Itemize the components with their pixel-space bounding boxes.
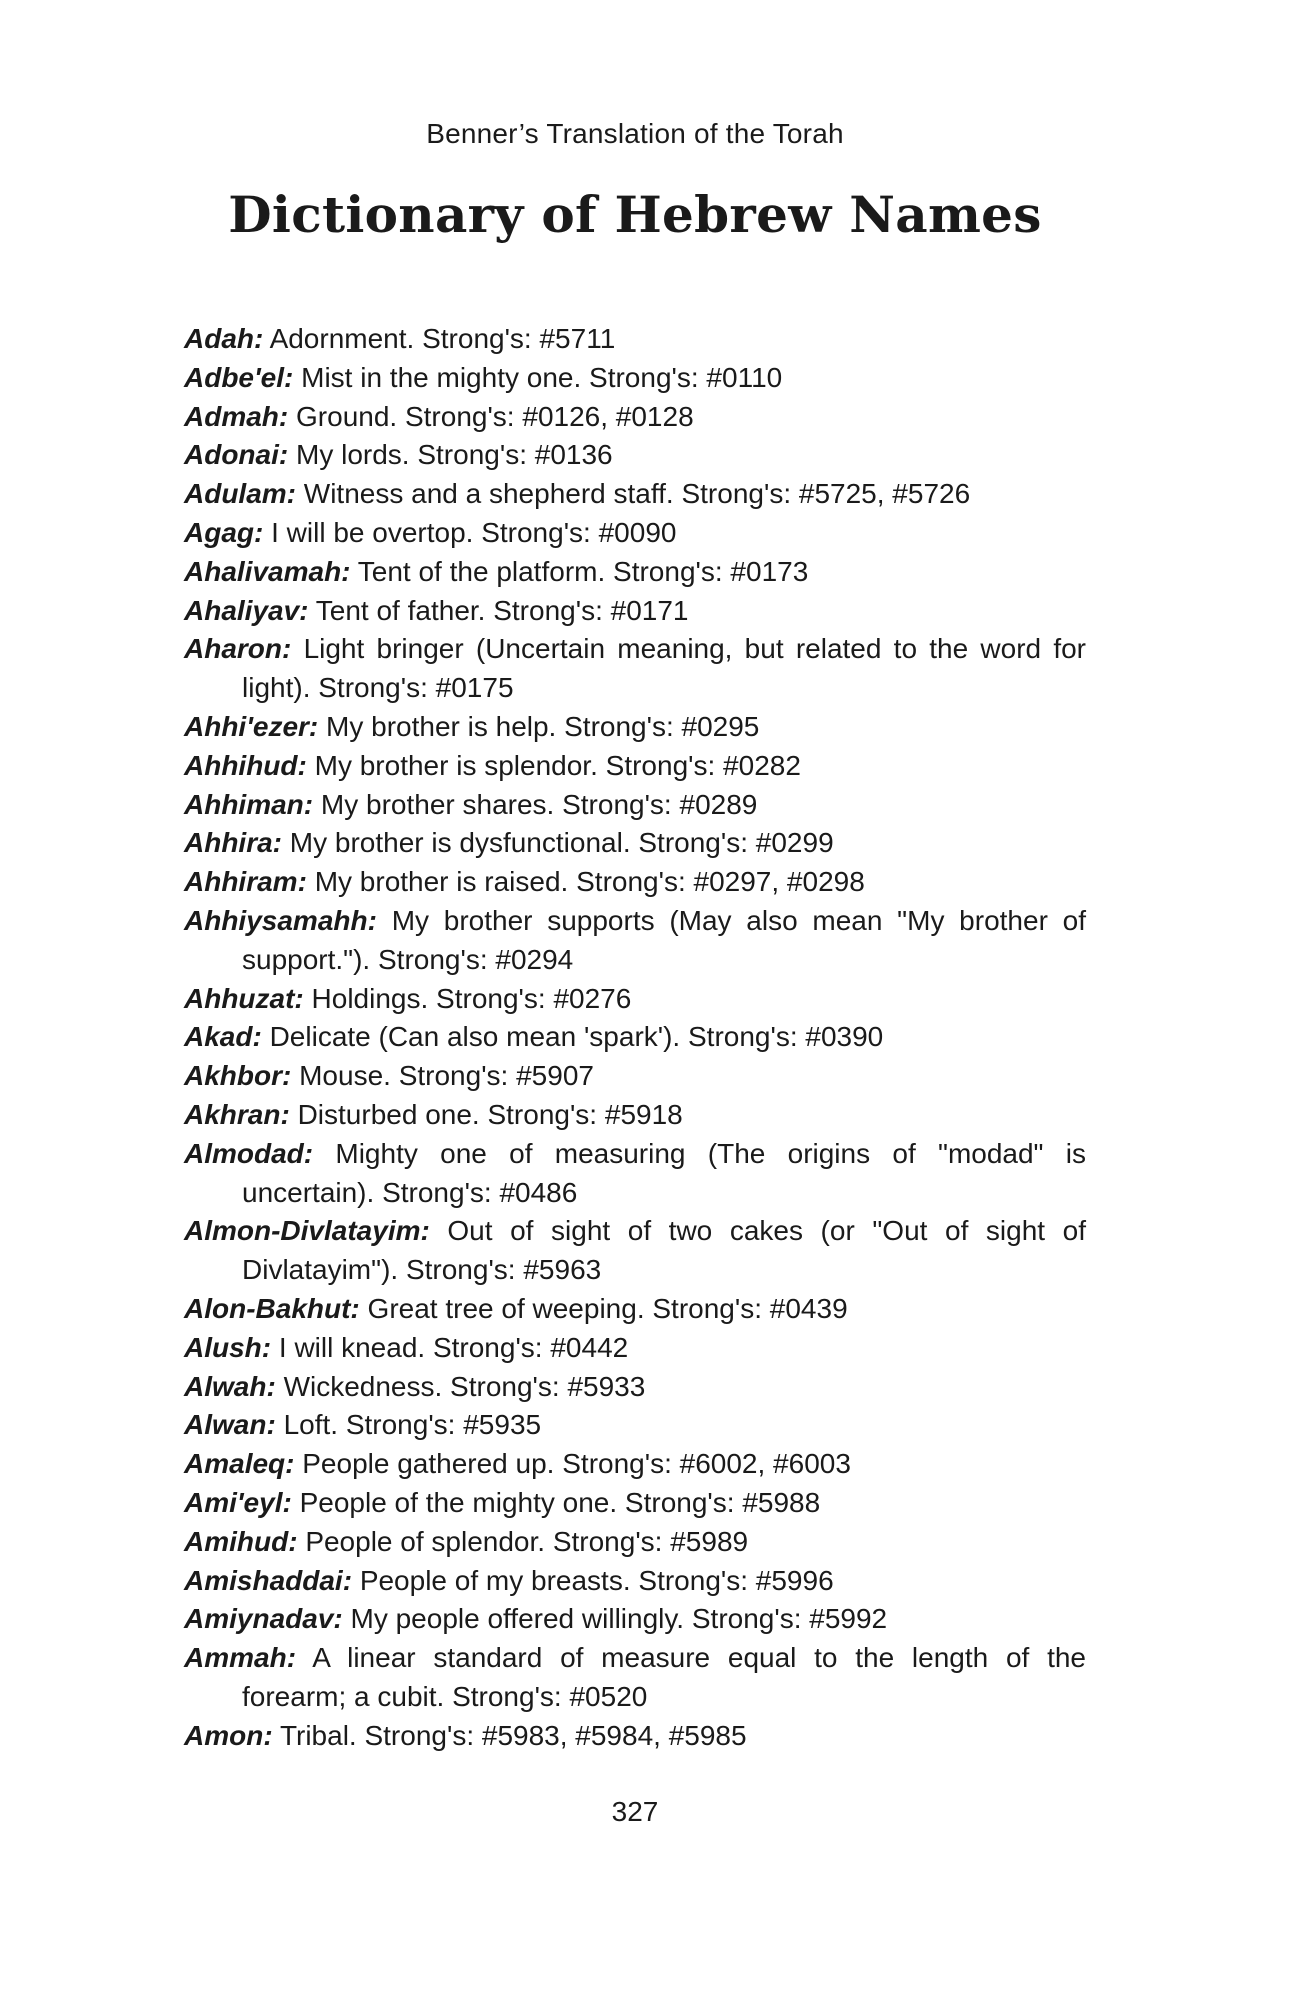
entry-term: Alwan: (184, 1409, 276, 1441)
entry-term: Adonai: (184, 439, 289, 471)
entry-term: Ammah: (184, 1642, 297, 1674)
entry-definition: Great tree of weeping. Strong's: #0439 (367, 1292, 848, 1324)
entry-definition: People of my breasts. Strong's: #5996 (359, 1564, 834, 1596)
entry-term: Amishaddai: (184, 1564, 353, 1596)
entry-definition: Mist in the mighty one. Strong's: #0110 (301, 361, 783, 393)
dictionary-entry (184, 592, 1086, 631)
dictionary-entry (184, 863, 1086, 902)
entry-definition: Mighty one of measuring (The origins of "modad" is uncertain). Strong's: #0486 (242, 1137, 1086, 1208)
entry-term: Almodad: (184, 1137, 314, 1169)
entry-definition: People gathered up. Strong's: #6002, #6003 (302, 1448, 851, 1480)
entry-definition: Adornment. Strong's: #5711 (269, 323, 616, 354)
entry-term: Amihud: (184, 1525, 298, 1557)
entry-definition: Mouse. Strong's: #5907 (299, 1060, 594, 1092)
page-title: Dictionary of Hebrew Names (228, 185, 1042, 244)
dictionary-entry (184, 708, 1086, 747)
dictionary-entry (184, 1329, 1086, 1368)
dictionary-entry (184, 398, 1086, 437)
dictionary-entry (184, 1368, 1086, 1407)
entry-definition: Out of sight of two cakes (or "Out of sight of Divlatayim"). Strong's: #5963 (242, 1215, 1086, 1286)
dictionary-entry (184, 1096, 1086, 1135)
entry-definition: My brother is help. Strong's: #0295 (326, 710, 760, 742)
entry-definition: Loft. Strong's: #5935 (283, 1409, 542, 1441)
entry-definition: My brother is splendor. Strong's: #0282 (314, 749, 801, 781)
dictionary-entry (184, 1290, 1086, 1329)
entry-list (184, 320, 1086, 1755)
entry-term: Agag: (184, 516, 264, 548)
entry-term: Ahhiman: (184, 788, 314, 820)
entry-term: Alon-Bakhut: (184, 1292, 360, 1324)
entry-term: Ahhira: (184, 827, 282, 859)
dictionary-entry (184, 359, 1086, 398)
entry-term: Ahalivamah: (184, 555, 351, 587)
entry-term: Almon-Divlatayim: (184, 1215, 430, 1247)
dictionary-entry (184, 1445, 1086, 1484)
dictionary-entry (184, 1135, 1086, 1213)
entry-term: Ahaliyav: (184, 594, 309, 626)
entry-definition: Tribal. Strong's: #5983, #5984, #5985 (279, 1719, 747, 1751)
entry-definition: Delicate (Can also mean 'spark'). Strong's: #0390 (269, 1021, 884, 1053)
entry-definition: Holdings. Strong's: #0276 (311, 982, 632, 1014)
entry-definition: Disturbed one. Strong's: #5918 (297, 1098, 683, 1130)
entry-definition: My brother supports (May also mean "My brother of support."). Strong's: #0294 (242, 904, 1086, 975)
dictionary-entry (184, 1018, 1086, 1057)
dictionary-entry (184, 786, 1086, 825)
dictionary-entry (184, 475, 1086, 514)
dictionary-entry (184, 1057, 1086, 1096)
entry-term: Ahhuzat: (184, 982, 304, 1014)
dictionary-entry (184, 514, 1086, 553)
entry-definition: Tent of father. Strong's: #0171 (315, 594, 689, 626)
dictionary-entry (184, 1562, 1086, 1601)
dictionary-entry (184, 824, 1086, 863)
entry-term: Akad: (184, 1021, 262, 1053)
entry-definition: My brother is raised. Strong's: #0297, #0298 (314, 866, 865, 898)
entry-definition: Ground. Strong's: #0126, #0128 (296, 400, 694, 432)
dictionary-entry (184, 1523, 1086, 1562)
page-number: 327 (611, 1796, 659, 1827)
entry-term: Amiynadav: (184, 1603, 343, 1635)
dictionary-entry (184, 436, 1086, 475)
entry-definition: Wickedness. Strong's: #5933 (283, 1370, 646, 1402)
entry-definition: My brother is dysfunctional. Strong's: #0299 (289, 827, 834, 859)
dictionary-entry (184, 747, 1086, 786)
entry-term: Aharon: (184, 633, 292, 665)
entry-term: Ahhihud: (184, 749, 307, 781)
entry-term: Adulam: (184, 478, 296, 510)
entry-term: Ami'eyl: (184, 1486, 292, 1518)
dictionary-entry (184, 1717, 1086, 1756)
entry-definition: My people offered willingly. Strong's: #5992 (350, 1603, 888, 1635)
dictionary-entry (184, 1600, 1086, 1639)
entry-term: Adbe'el: (184, 361, 294, 393)
entry-definition: Witness and a shepherd staff. Strong's: #5725, #5726 (303, 478, 971, 510)
entry-term: Admah: (184, 400, 289, 432)
entry-definition: Tent of the platform. Strong's: #0173 (357, 555, 809, 587)
dictionary-entry (184, 1639, 1086, 1717)
entry-definition: My brother shares. Strong's: #0289 (320, 788, 758, 820)
entry-definition: Light bringer (Uncertain meaning, but related to the word for light). Strong's: #0175 (242, 633, 1086, 704)
dictionary-entry (184, 1484, 1086, 1523)
entry-term: Akhran: (184, 1098, 290, 1130)
dictionary-entry (184, 1212, 1086, 1290)
entry-definition: I will be overtop. Strong's: #0090 (271, 516, 677, 548)
dictionary-entry (184, 980, 1086, 1019)
entry-definition: A linear standard of measure equal to the length of the forearm; a cubit. Strong's: #0520 (242, 1642, 1087, 1712)
entry-term: Akhbor: (184, 1060, 292, 1092)
entry-term: Ahhiysamahh: (184, 904, 377, 936)
entry-term: Amaleq: (184, 1448, 295, 1480)
dictionary-entry (184, 630, 1086, 708)
entry-term: Alush: (184, 1331, 272, 1363)
entry-term: Ahhi'ezer: (184, 710, 319, 742)
entry-term: Alwah: (184, 1370, 276, 1402)
dictionary-entry (184, 553, 1086, 592)
dictionary-entry (184, 1406, 1086, 1445)
dictionary-entry (184, 902, 1086, 980)
entry-term: Adah: (184, 323, 264, 354)
entry-term: Ahhiram: (184, 866, 307, 898)
entry-definition: People of the mighty one. Strong's: #5988 (299, 1486, 821, 1518)
running-head: Benner’s Translation of the Torah (426, 118, 844, 149)
dictionary-entry (184, 320, 1086, 359)
entry-definition: My lords. Strong's: #0136 (296, 439, 613, 471)
entry-definition: I will knead. Strong's: #0442 (278, 1331, 629, 1363)
entry-term: Amon: (184, 1719, 273, 1751)
entry-definition: People of splendor. Strong's: #5989 (305, 1525, 749, 1557)
